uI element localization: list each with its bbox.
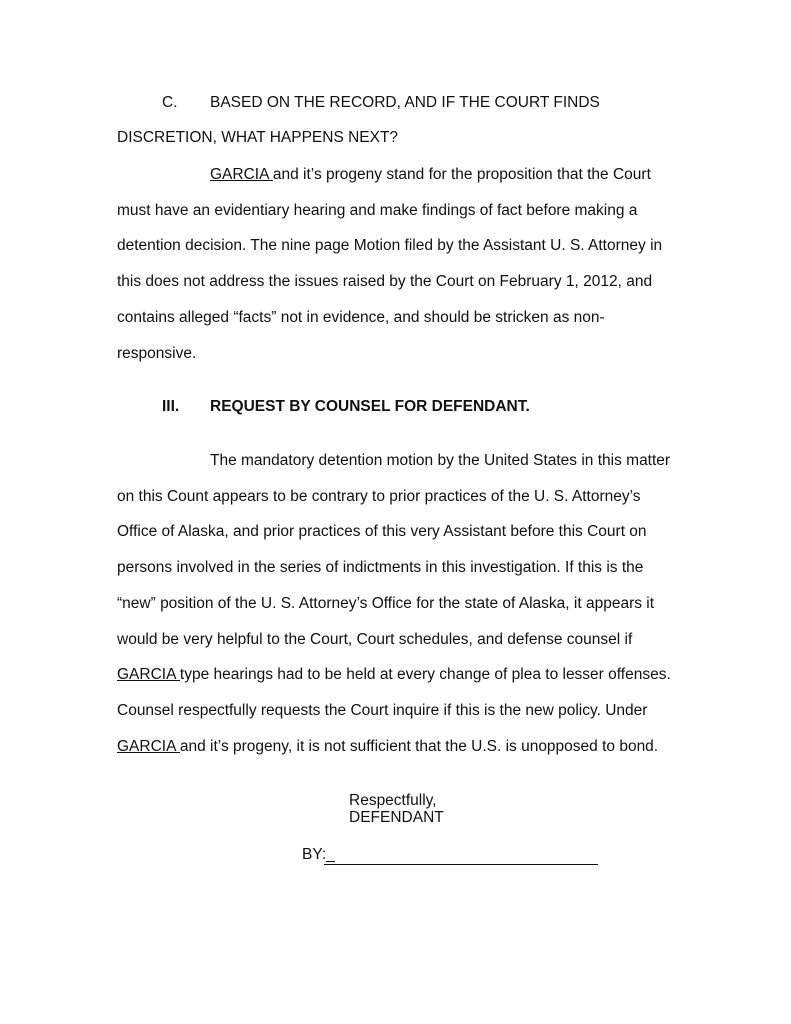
section-c-label: C. (162, 94, 178, 111)
section-c-paragraph-line3: detention decision. The nine page Motion filed by the Assistant U. S. Attorney in (117, 237, 663, 254)
case-citation-garcia: GARCIA (210, 166, 273, 183)
section-iii-paragraph-line7 (117, 666, 671, 684)
section-iii-heading: REQUEST BY COUNSEL FOR DEFENDANT. (210, 398, 530, 415)
section-c-paragraph-line2: must have an evidentiary hearing and make findings of fact before making a (117, 202, 638, 219)
section-c-paragraph-line1 (210, 166, 651, 184)
section-c-paragraph-line6: responsive. (117, 345, 197, 362)
paragraph-text: and it’s progeny stand for the proposition that the Court (272, 166, 651, 183)
section-iii-paragraph-line1: The mandatory detention motion by the United States in this matter (210, 452, 671, 469)
section-iii-paragraph-line9 (117, 738, 658, 756)
section-c-heading-line1: BASED ON THE RECORD, AND IF THE COURT FINDS (210, 94, 600, 111)
section-iii-paragraph-line8: Counsel respectfully requests the Court inquire if this is the new policy. Under (117, 702, 648, 719)
section-iii-paragraph-line4: persons involved in the series of indictments in this investigation. If this is the (117, 559, 644, 576)
closing-respectfully: Respectfully, (349, 792, 437, 809)
section-c-heading-line2: DISCRETION, WHAT HAPPENS NEXT? (117, 129, 399, 146)
case-citation-garcia: GARCIA (117, 738, 180, 755)
paragraph-text: and it’s progeny, it is not sufficient that the U.S. is unopposed to bond. (179, 738, 659, 755)
section-iii-paragraph-line3: Office of Alaska, and prior practices of this very Assistant before this Court on (117, 523, 647, 540)
closing-party: DEFENDANT (349, 809, 444, 826)
section-iii-paragraph-line6: would be very helpful to the Court, Court schedules, and defense counsel if (117, 631, 633, 648)
paragraph-text: type hearings had to be held at every change of plea to lesser offenses. (179, 666, 671, 683)
section-c-paragraph-line5: contains alleged “facts” not in evidence, and should be stricken as non- (117, 309, 605, 326)
section-c-paragraph-line4: this does not address the issues raised by the Court on February 1, 2012, and (117, 273, 653, 290)
section-iii-paragraph-line2: on this Count appears to be contrary to prior practices of the U. S. Attorney’s (117, 488, 641, 505)
signature-by-label: BY:_ (302, 846, 335, 863)
section-iii-paragraph-line5: “new” position of the U. S. Attorney’s Office for the state of Alaska, it appears it (117, 595, 655, 612)
section-iii-label: III. (162, 398, 180, 415)
signature-line (324, 864, 598, 865)
case-citation-garcia: GARCIA (117, 666, 180, 683)
